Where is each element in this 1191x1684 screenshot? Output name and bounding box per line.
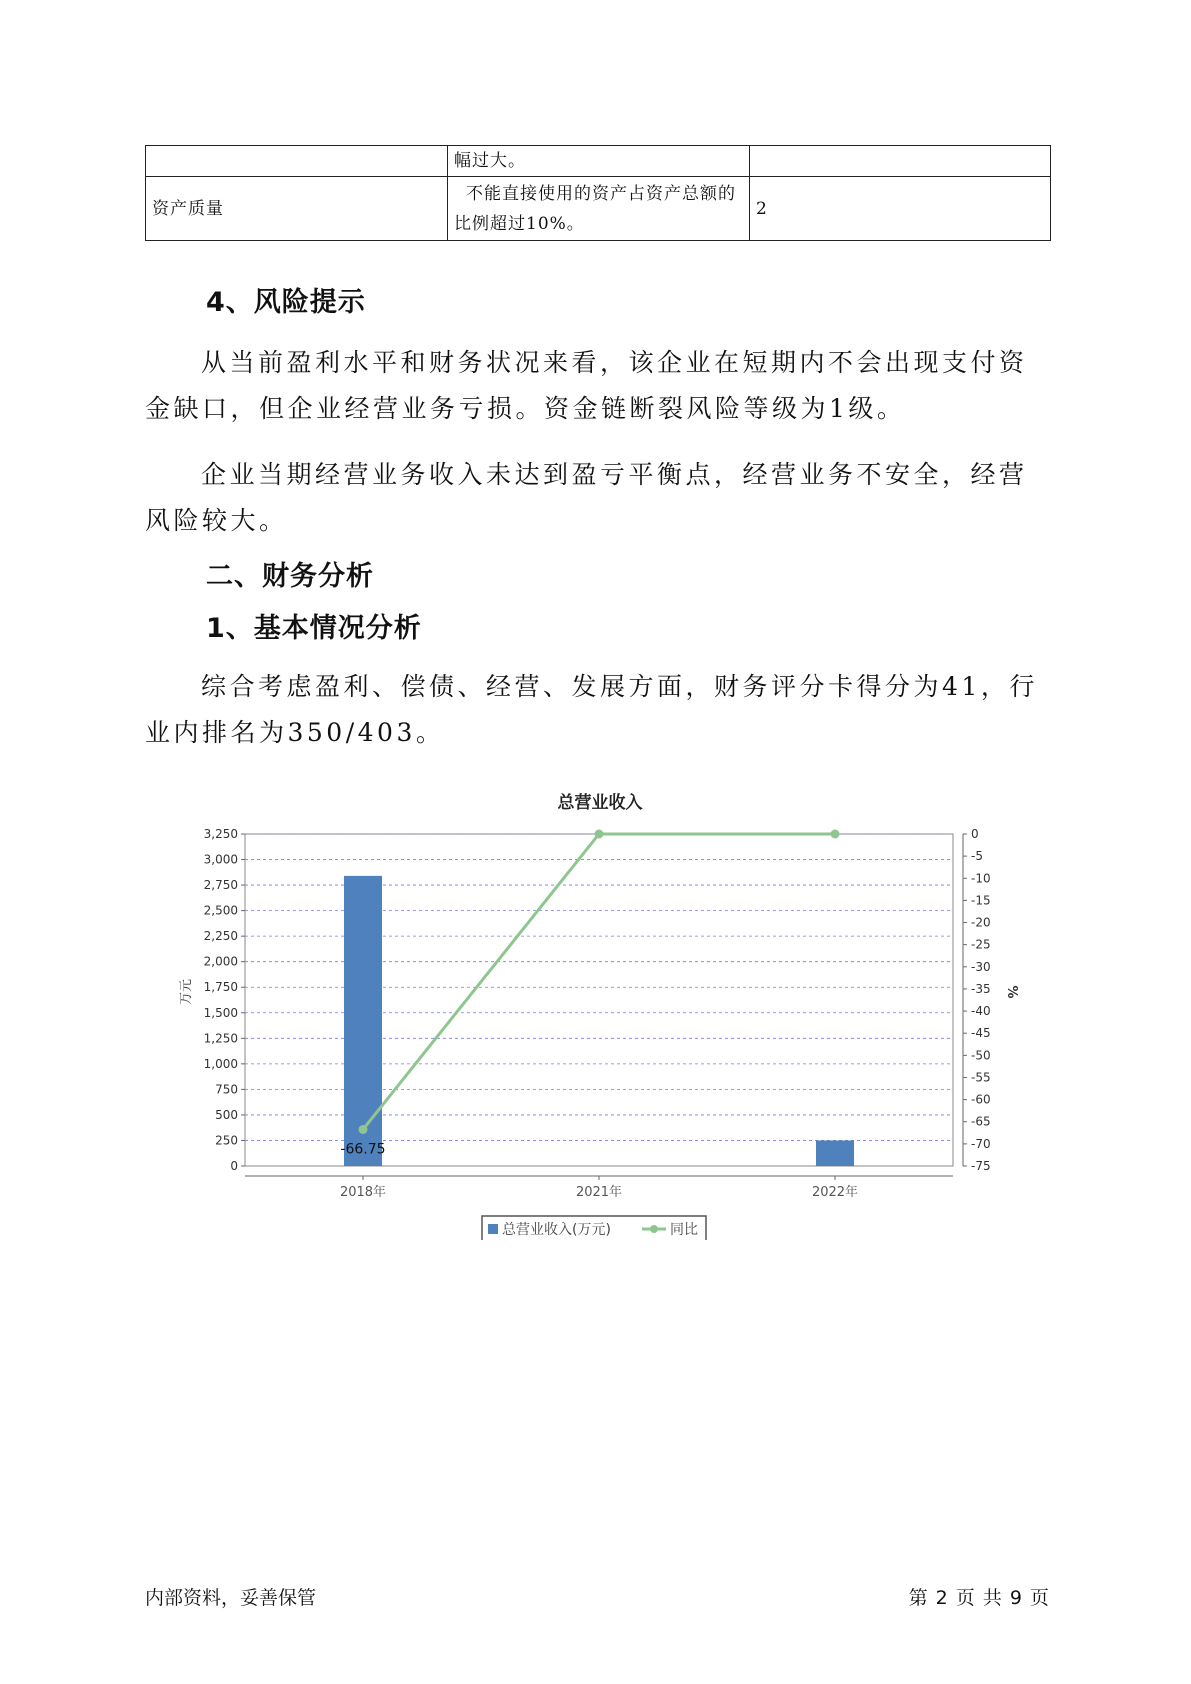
data-label: -66.75 (340, 1141, 386, 1158)
y-tick-label: 750 (215, 1082, 238, 1097)
y2-tick-label: -70 (971, 1136, 991, 1151)
risk-table (145, 145, 1051, 241)
risk-paragraph-2: 企业当期经营业务收入未达到盈亏平衡点，经营业务不安全，经营风险较大。 (145, 460, 1028, 535)
y2-tick-label: 0 (971, 827, 979, 841)
revenue-chart (170, 780, 1030, 1240)
x-tick-label: 2022年 (811, 1185, 859, 1200)
y-tick-label: 500 (215, 1107, 238, 1122)
chart-legend (482, 1216, 706, 1240)
subsection-heading-basic: 1、基本情况分析 (206, 613, 422, 644)
y-tick-label: 2,500 (203, 903, 238, 918)
y2-tick-label: -55 (971, 1070, 991, 1085)
table-cell (750, 146, 1051, 177)
table-row (146, 146, 1051, 177)
bar (816, 1140, 854, 1166)
table-cell (146, 146, 448, 177)
section-heading-finance: 二、财务分析 (206, 561, 374, 592)
section-heading-risk: 4、风险提示 (206, 287, 366, 318)
table-row (146, 177, 1051, 241)
line-point (359, 1125, 368, 1134)
risk-paragraph-1: 从当前盈利水平和财务状况来看，该企业在短期内不会出现支付资金缺口，但企业经营业务亏损。资金链断裂风险等级为1级。 (145, 348, 1028, 423)
y-tick-label: 0 (230, 1159, 238, 1173)
y2-tick-label: -10 (971, 871, 991, 886)
y-tick-label: 1,750 (203, 980, 238, 995)
finance-paragraph: 综合考虑盈利、偿债、经营、发展方面，财务评分卡得分为41，行业内排名为350/403。 (145, 672, 1038, 747)
legend-swatch-point (650, 1225, 658, 1233)
y-tick-label: 1,250 (203, 1031, 238, 1046)
chart-title: 总营业收入 (557, 793, 643, 813)
legend-label-yoy: 同比 (670, 1222, 698, 1238)
y2-tick-label: -15 (971, 893, 991, 908)
legend-swatch-bar (488, 1224, 498, 1234)
y-axis-label: 万元 (179, 978, 194, 1006)
x-tick-label: 2021年 (575, 1185, 623, 1200)
y2-axis-label: % (1004, 985, 1019, 999)
y-tick-label: 2,250 (203, 929, 238, 944)
table-cell: 资产质量 (146, 177, 448, 241)
line-point (831, 830, 840, 839)
y-tick-label: 2,750 (203, 878, 238, 893)
line-point (595, 830, 604, 839)
y-tick-label: 3,250 (203, 827, 238, 841)
y-tick-label: 3,000 (203, 852, 238, 867)
y2-tick-label: -25 (971, 937, 991, 952)
table-cell: 2 (750, 177, 1051, 241)
y2-tick-label: -60 (971, 1092, 991, 1107)
table-cell: 幅过大。 (448, 146, 750, 177)
y2-tick-label: -20 (971, 915, 991, 930)
y-tick-label: 250 (215, 1133, 238, 1148)
y-tick-label: 1,000 (203, 1056, 238, 1071)
footer-confidential: 内部资料，妥善保管 (145, 1587, 317, 1609)
y-tick-label: 2,000 (203, 954, 238, 969)
y2-tick-label: -5 (971, 849, 983, 864)
y2-tick-label: -75 (971, 1159, 991, 1173)
y2-tick-label: -50 (971, 1048, 991, 1063)
legend-label-revenue: 总营业收入(万元) (502, 1222, 611, 1238)
y2-tick-label: -40 (971, 1004, 991, 1019)
y2-tick-label: -45 (971, 1026, 991, 1041)
y-tick-label: 1,500 (203, 1005, 238, 1020)
x-tick-label: 2018年 (339, 1185, 387, 1200)
table-cell: 不能直接使用的资产占资产总额的比例超过10%。 (448, 177, 750, 241)
y2-tick-label: -35 (971, 981, 991, 996)
y2-tick-label: -30 (971, 959, 991, 974)
bar (344, 876, 382, 1166)
page-number: 第 2 页 共 9 页 (908, 1587, 1050, 1609)
y2-tick-label: -65 (971, 1114, 991, 1129)
